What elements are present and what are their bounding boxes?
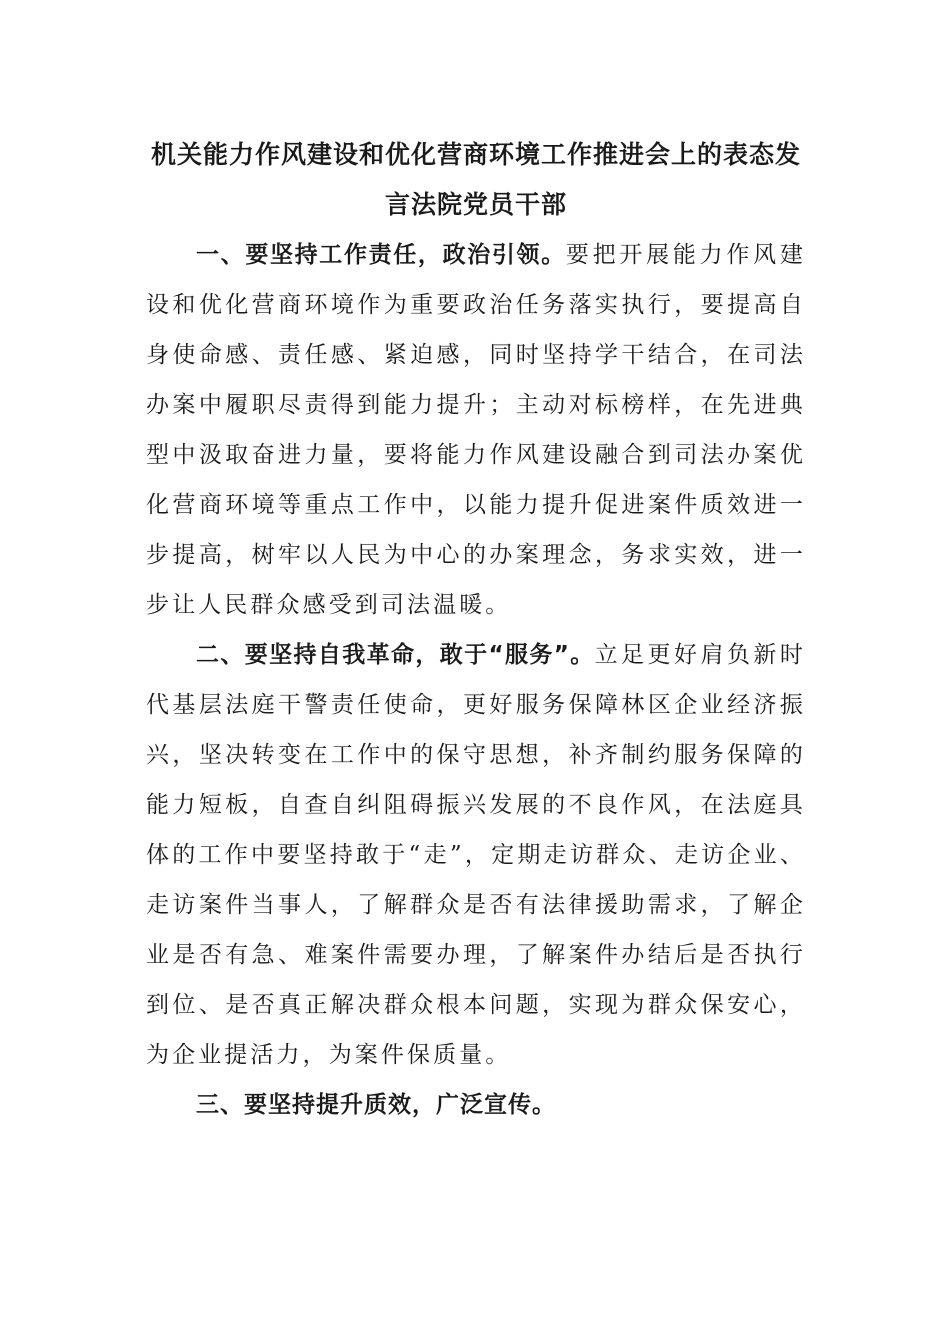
section-3-heading: 三、要坚持提升质效，广泛宣传。 (196, 1092, 556, 1118)
section-1-paragraph (146, 230, 806, 630)
document-title (146, 130, 806, 230)
title-line-2: 言法院党员干部 (384, 190, 567, 219)
document-page (146, 130, 806, 1130)
section-2-heading: 二、要坚持自我革命，敢于“服务”。 (196, 642, 595, 668)
section-2-paragraph (146, 630, 806, 1080)
section-2-body: 立足更好肩负新时代基层法庭干警责任使命，更好服务保障林区企业经济振兴，坚决转变在工作中的保守思想，补齐制约服务保障的能力短板，自查自纠阻碍振兴发展的不良作风，在法庭具体的工作中要坚持敢于“走”，定期走访群众、走访企业、走访案件当事人，了解群众是否有法律援助需求，了解企业是否有急、难案件需要办理，了解案件办结后是否执行到位、是否真正解决群众根本问题，实现为群众保安心，为企业提活力，为案件保质量。 (146, 642, 806, 1068)
section-3-paragraph (146, 1080, 806, 1130)
section-1-heading: 一、要坚持工作责任，政治引领。 (196, 242, 566, 268)
section-1-body: 要把开展能力作风建设和优化营商环境作为重要政治任务落实执行，要提高自身使命感、责任感、紧迫感，同时坚持学干结合，在司法办案中履职尽责得到能力提升；主动对标榜样，在先进典型中汲取奋进力量，要将能力作风建设融合到司法办案优化营商环境等重点工作中，以能力提升促进案件质效进一步提高，树牢以人民为中心的办案理念，务求实效，进一步让人民群众感受到司法温暖。 (146, 242, 806, 618)
title-line-1: 机关能力作风建设和优化营商环境工作推进会上的表态发 (150, 140, 801, 169)
